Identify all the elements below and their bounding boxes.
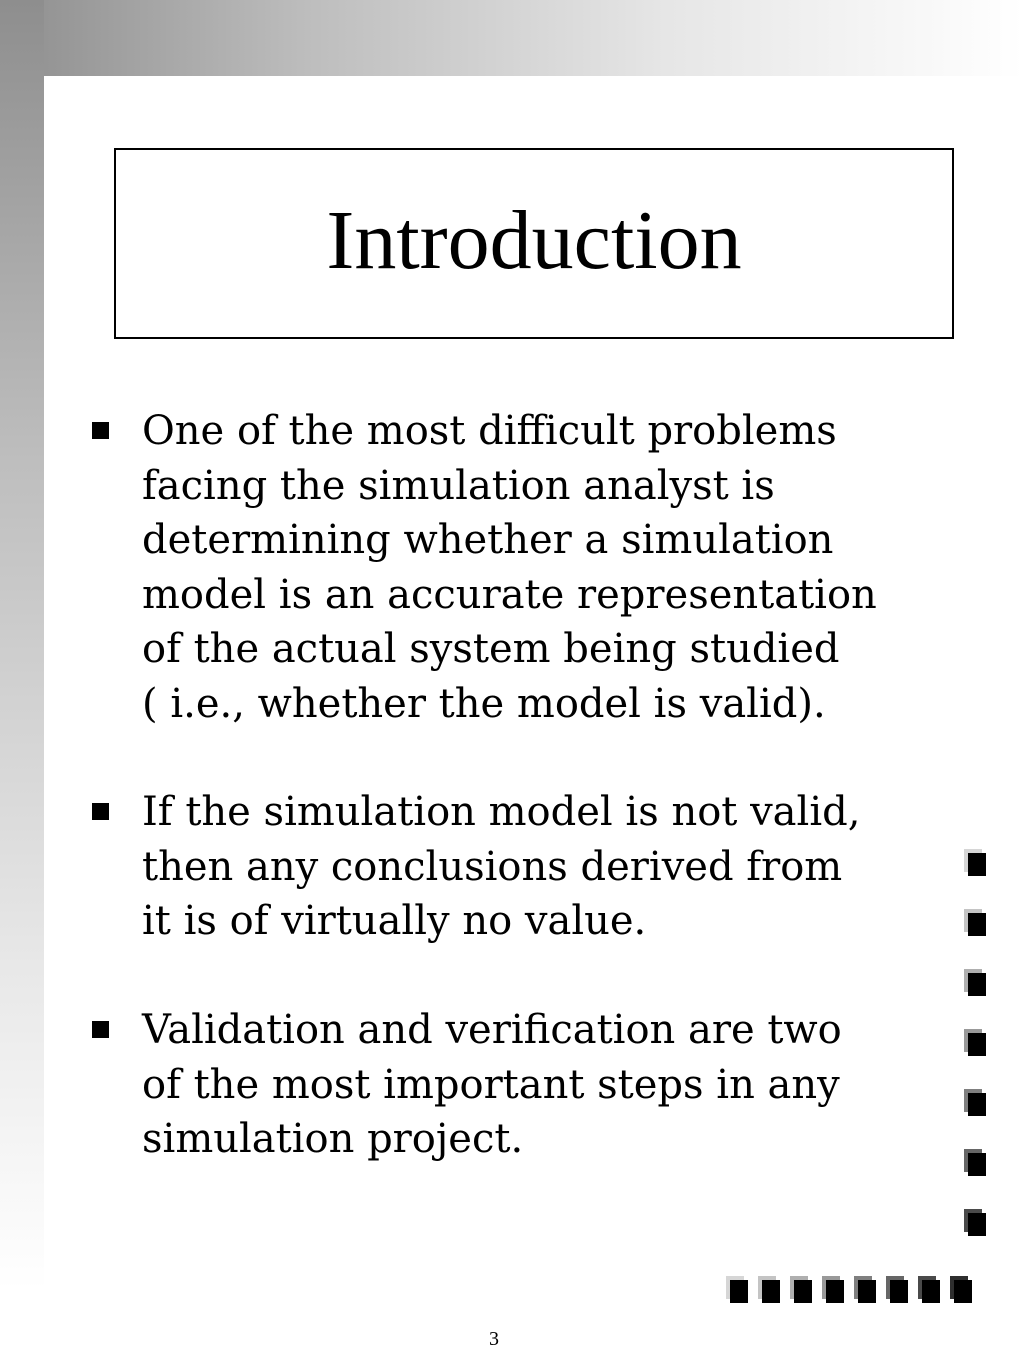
decorative-square-icon (950, 1276, 968, 1299)
decorative-square-icon (726, 1276, 744, 1299)
square-bullet-icon (92, 422, 109, 439)
square-bullet-icon (92, 803, 109, 820)
title-frame (114, 148, 954, 339)
decorative-square-icon (822, 1276, 840, 1299)
decorative-square-icon (964, 1149, 982, 1172)
decorative-square-icon (790, 1276, 808, 1299)
bullet-text: If the simulation model is not valid, then any conclusions derived from it is of virtually no value. (142, 789, 861, 944)
decorative-square-icon (964, 849, 982, 872)
decorative-square-icon (918, 1276, 936, 1299)
decorative-square-icon (964, 1029, 982, 1052)
decorative-square-icon (758, 1276, 776, 1299)
bullet-text: Validation and verification are two of the most important steps in any simulation project. (142, 1007, 842, 1162)
decorative-square-icon (964, 1209, 982, 1232)
decorative-square-icon (854, 1276, 872, 1299)
decorative-square-icon (964, 969, 982, 992)
bullet-text: One of the most difficult problems facing the simulation analyst is determining whether a simulation model is an accurate representation of the actual system being studied ( i.e., whether the model is valid). (142, 408, 877, 727)
page-number: 3 (489, 1328, 499, 1350)
square-bullet-icon (92, 1021, 109, 1038)
decorative-square-icon (964, 909, 982, 932)
top-gradient-band (0, 0, 1024, 76)
slide-title: Introduction (326, 193, 742, 287)
left-gradient-band (0, 0, 44, 1290)
decorative-square-icon (964, 1089, 982, 1112)
decorative-square-icon (886, 1276, 904, 1299)
